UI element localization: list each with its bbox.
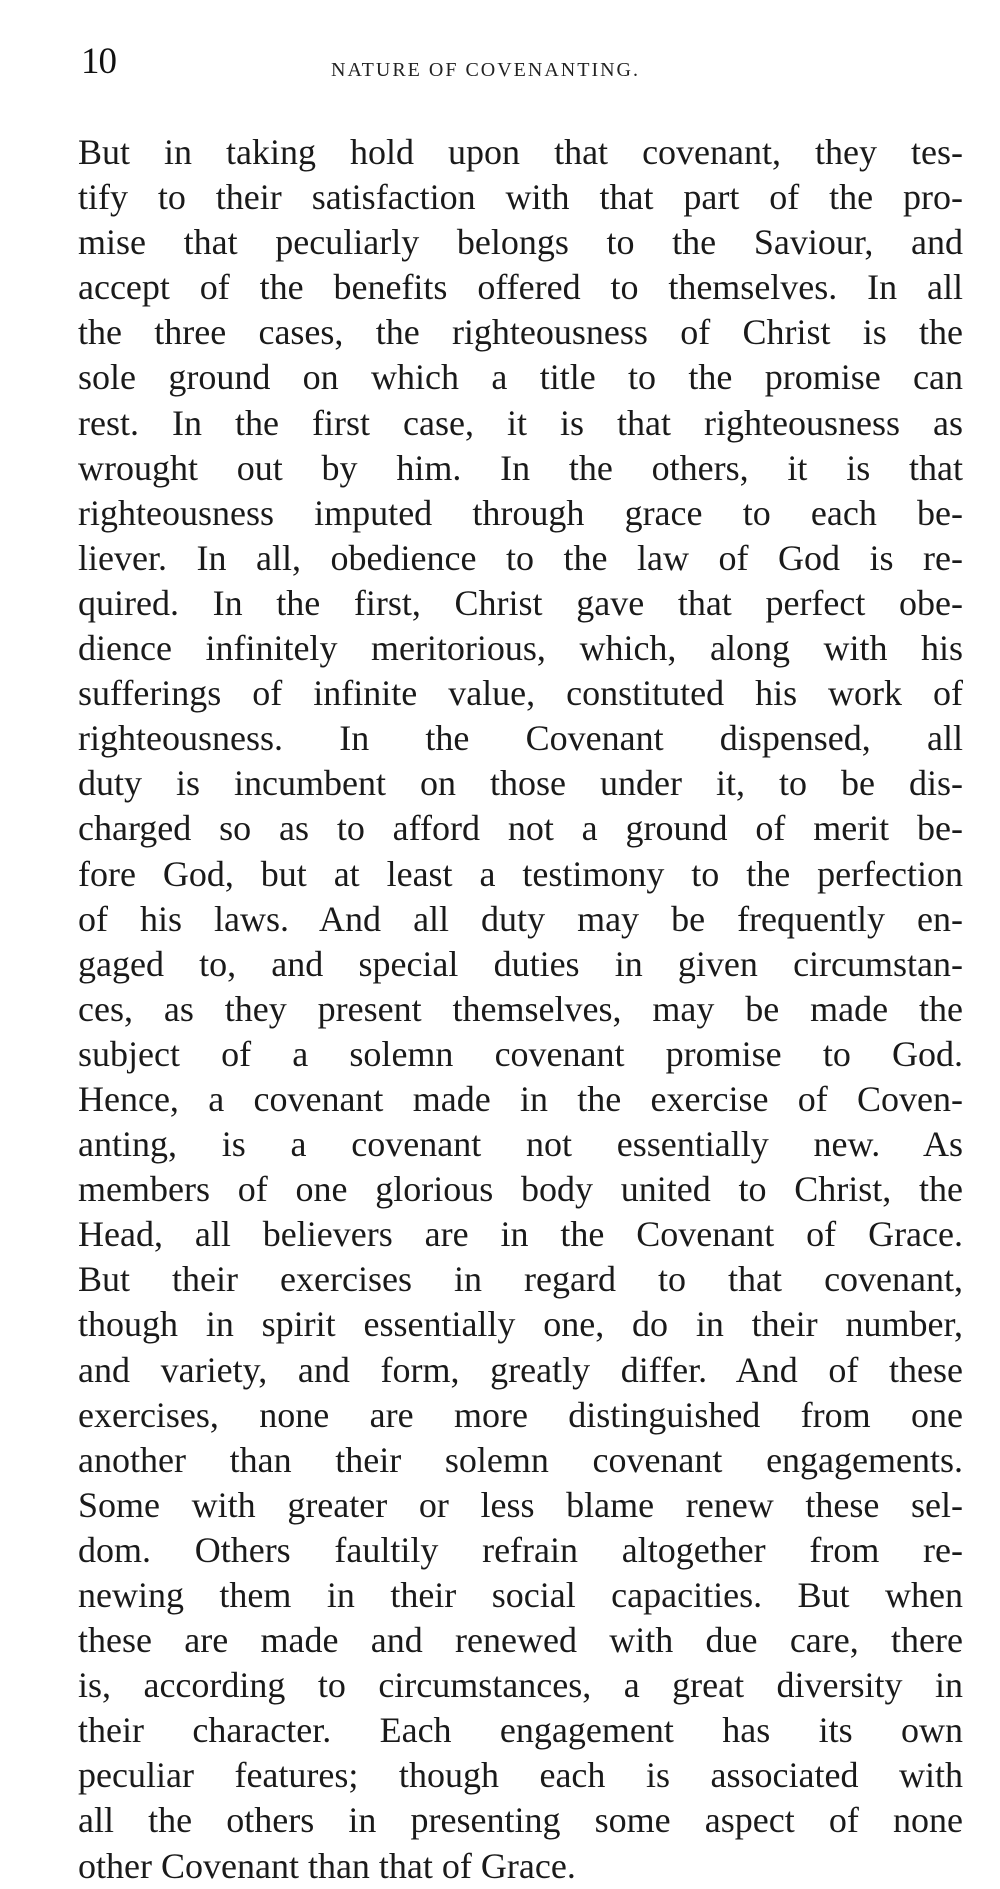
text-line: members of one glorious body united to Christ, the [78,1169,963,1210]
text-line: the three cases, the righteousness of Christ is the [78,312,963,353]
text-line: all the others in presenting some aspect of none [78,1800,963,1841]
text-line: Hence, a covenant made in the exercise of Coven- [78,1078,963,1119]
text-line: other Covenant than that of Grace. [78,1845,576,1886]
text-line: fore God, but at least a testimony to the perfection [78,853,963,894]
text-line: sufferings of infinite value, constituted his work of [78,673,963,714]
text-line: Head, all believers are in the Covenant of Grace. [78,1214,963,1255]
text-line: rest. In the first case, it is that righteousness as [78,402,963,443]
text-line: But in taking hold upon that covenant, they tes- [78,132,963,172]
text-line: newing them in their social capacities. But when [78,1575,963,1615]
body-text [78,130,963,1889]
text-line: accept of the benefits offered to themselves. In all [78,267,963,308]
text-line: Some with greater or less blame renew these sel- [78,1484,963,1525]
text-line: though in spirit essentially one, do in their number, [78,1304,963,1345]
text-line: of his laws. And all duty may be frequently en- [78,898,963,939]
text-line: duty is incumbent on those under it, to be dis- [78,763,963,804]
text-line: anting, is a covenant not essentially new. As [78,1124,963,1165]
text-line: gaged to, and special duties in given circumstan- [78,943,963,984]
page-number: 10 [81,41,116,82]
text-line: righteousness. In the Covenant dispensed, all [78,718,963,759]
text-line: mise that peculiarly belongs to the Saviour, and [78,222,963,263]
text-line: is, according to circumstances, a great diversity in [78,1665,963,1706]
text-line: quired. In the first, Christ gave that perfect obe- [78,582,963,623]
text-line: wrought out by him. In the others, it is that [78,447,963,488]
text-line: charged so as to afford not a ground of merit be- [78,808,963,849]
text-line: their character. Each engagement has its own [78,1710,963,1751]
text-line: and variety, and form, greatly differ. And of these [78,1349,963,1390]
text-line: exercises, none are more distinguished from one [78,1394,963,1435]
text-line: dom. Others faultily refrain altogether from re- [78,1529,963,1570]
text-line: ces, as they present themselves, may be made the [78,988,963,1029]
text-line: But their exercises in regard to that covenant, [78,1259,963,1300]
text-line: another than their solemn covenant engagements. [78,1439,963,1480]
text-line: subject of a solemn covenant promise to God. [78,1033,963,1074]
running-title: NATURE OF COVENANTING. [331,59,640,81]
text-line: dience infinitely meritorious, which, along with his [78,628,963,669]
text-line: tify to their satisfaction with that part of the pro- [78,177,963,218]
text-line: liever. In all, obedience to the law of God is re- [78,537,963,578]
text-line: sole ground on which a title to the promise can [78,357,963,398]
text-line: these are made and renewed with due care, there [78,1620,963,1661]
text-line: righteousness imputed through grace to each be- [78,492,963,533]
text-line: peculiar features; though each is associated with [78,1755,963,1796]
